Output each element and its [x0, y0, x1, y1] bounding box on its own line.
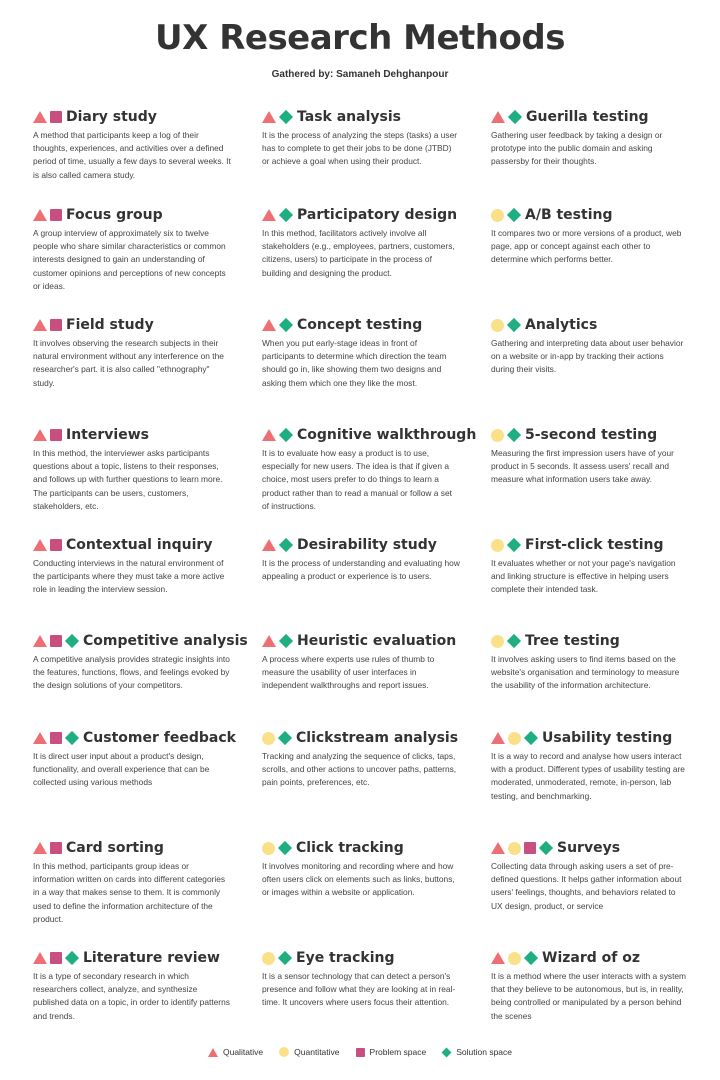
legend-item [208, 1047, 263, 1057]
method-icons [262, 111, 293, 123]
method-title: Participatory design [297, 207, 458, 223]
method-description: A group interview of approximately six to twelve people who share similar characteristics or common interests designed to gain an understanding of customer opinions and perceptions of new concepts or ideas. [33, 228, 226, 291]
method-icons [491, 635, 521, 648]
method-card-header [262, 632, 491, 650]
quantitative-circle-icon [491, 429, 504, 442]
problem-space-square-icon [50, 635, 62, 647]
method-icons [33, 429, 62, 441]
method-description: It is the process of understanding and evaluating how appealing a product or experience is to users. [262, 558, 460, 582]
solution-space-diamond-icon [507, 318, 521, 332]
method-title: Field study [66, 317, 154, 333]
solution-space-diamond-icon [279, 538, 293, 552]
method-title: Tree testing [525, 633, 620, 649]
problem-space-square-icon [50, 952, 62, 964]
method-icons [33, 319, 62, 331]
solution-space-diamond-icon [65, 951, 79, 965]
solution-space-diamond-icon [507, 428, 521, 442]
method-title: Analytics [525, 317, 598, 333]
method-description: In this method, participants group ideas or information written on cards into different categories in a way that makes sense to them. It is commonly used to define the information architecture of the product. [33, 861, 226, 924]
method-card-header [33, 316, 262, 334]
qualitative-triangle-icon [33, 842, 47, 854]
method-card [33, 839, 262, 949]
problem-space-square-icon [50, 842, 62, 854]
problem-space-square-icon [356, 1048, 365, 1057]
qualitative-triangle-icon [33, 635, 47, 647]
method-icons [262, 952, 292, 965]
method-card-header [33, 729, 262, 747]
method-card-header [491, 206, 693, 224]
problem-space-square-icon [50, 111, 62, 123]
method-description: A competitive analysis provides strategic insights into the features, functions, flows, and feelings evoked by the design solutions of your competitors. [33, 654, 230, 691]
legend-label: Solution space [456, 1047, 512, 1057]
legend-item [442, 1047, 512, 1057]
method-icons [491, 111, 522, 123]
qualitative-triangle-icon [491, 952, 505, 964]
quantitative-circle-icon [262, 732, 275, 745]
methods-grid [33, 108, 693, 1049]
legend-item [356, 1047, 427, 1057]
method-card-header [262, 839, 491, 857]
method-description: It is the process of analyzing the steps (tasks) a user has to complete to get their jobs to be done (JTBD) or achieve a goal when using their product. [262, 130, 458, 167]
method-title: Clickstream analysis [296, 730, 459, 746]
method-card-header [491, 426, 693, 444]
method-description: Collecting data through asking users a set of pre-defined questions. It helps gather information about users' feelings, thoughts, and behaviors related to UX design, product, or service [491, 861, 682, 911]
method-card [33, 729, 262, 839]
problem-space-square-icon [50, 429, 62, 441]
method-card [491, 426, 693, 536]
quantitative-circle-icon [491, 209, 504, 222]
qualitative-triangle-icon [262, 111, 276, 123]
qualitative-triangle-icon [33, 209, 47, 221]
solution-space-diamond-icon [507, 208, 521, 222]
method-description: It is a method where the user interacts with a system that they believe to be autonomous, but is, in reality, being controlled or manipulated by a person behind the scenes [491, 971, 687, 1021]
method-card [33, 206, 262, 316]
solution-space-diamond-icon [279, 428, 293, 442]
solution-space-diamond-icon [278, 841, 292, 855]
qualitative-triangle-icon [262, 635, 276, 647]
method-description: Conducting interviews in the natural environment of the participants where they must take a more active role in leading the interview session. [33, 558, 225, 595]
method-icons [33, 732, 79, 744]
method-card-header [491, 108, 693, 126]
method-card [491, 108, 693, 206]
quantitative-circle-icon [508, 952, 521, 965]
qualitative-triangle-icon [491, 842, 505, 854]
problem-space-square-icon [50, 732, 62, 744]
problem-space-square-icon [50, 319, 62, 331]
method-card-header [491, 839, 693, 857]
method-card [262, 729, 491, 839]
solution-space-diamond-icon [278, 951, 292, 965]
method-card [33, 536, 262, 632]
page-title: UX Research Methods [155, 18, 565, 58]
method-description: It is direct user input about a product's design, functionality, and overall experience that can be collected using various methods [33, 751, 210, 788]
qualitative-triangle-icon [208, 1048, 218, 1057]
method-title: Wizard of oz [542, 950, 640, 966]
qualitative-triangle-icon [33, 111, 47, 123]
method-title: Focus group [66, 207, 163, 223]
method-card [262, 839, 491, 949]
quantitative-circle-icon [262, 842, 275, 855]
qualitative-triangle-icon [262, 429, 276, 441]
solution-space-diamond-icon [524, 951, 538, 965]
method-title: Interviews [66, 427, 149, 443]
quantitative-circle-icon [262, 952, 275, 965]
qualitative-triangle-icon [33, 539, 47, 551]
method-card-header [262, 729, 491, 747]
method-card [33, 426, 262, 536]
method-card-header [262, 536, 491, 554]
qualitative-triangle-icon [491, 111, 505, 123]
method-card [262, 316, 491, 426]
method-card-header [33, 108, 262, 126]
method-icons [491, 952, 538, 965]
qualitative-triangle-icon [262, 539, 276, 551]
qualitative-triangle-icon [33, 732, 47, 744]
method-title: Guerilla testing [526, 109, 649, 125]
method-title: Task analysis [297, 109, 401, 125]
method-title: Cognitive walkthrough [297, 427, 477, 443]
method-title: Card sorting [66, 840, 164, 856]
method-icons [33, 539, 62, 551]
method-icons [33, 635, 79, 647]
solution-space-diamond-icon [524, 731, 538, 745]
method-card [33, 949, 262, 1049]
solution-space-diamond-icon [278, 731, 292, 745]
method-title: Click tracking [296, 840, 404, 856]
solution-space-diamond-icon [279, 110, 293, 124]
method-icons [262, 539, 293, 551]
method-title: A/B testing [525, 207, 613, 223]
method-icons [262, 209, 293, 221]
legend-label: Quantitative [294, 1047, 340, 1057]
method-description: In this method, the interviewer asks participants questions about a topic, listens to their responses, and follows up with further questions to learn more. The participants can be users, customers, stakeholders, etc. [33, 448, 223, 511]
method-description: It is a type of secondary research in which researchers collect, analyze, and synthesize published data on a topic, in order to identify patterns and trends. [33, 971, 230, 1021]
method-description: In this method, facilitators actively involve all stakeholders (e.g., employees, partners, customers, citizens, users) to participate in the process of building and designing the product. [262, 228, 455, 278]
method-title: Usability testing [542, 730, 673, 746]
method-description: It evaluates whether or not your page's navigation and linking structure is effective in helping users complete their intended task. [491, 558, 676, 595]
method-title: Heuristic evaluation [297, 633, 457, 649]
method-icons [33, 209, 62, 221]
method-title: Diary study [66, 109, 157, 125]
method-icons [491, 842, 553, 855]
solution-space-diamond-icon [508, 110, 522, 124]
qualitative-triangle-icon [33, 319, 47, 331]
qualitative-triangle-icon [33, 429, 47, 441]
method-card [491, 206, 693, 316]
method-description: It is to evaluate how easy a product is to use, especially for new users. The idea is that if given a choice, most users prefer to do things to learn a product rather than to read a manual or follow a set of instructions. [262, 448, 452, 511]
method-card-header [262, 426, 491, 444]
quantitative-circle-icon [508, 732, 521, 745]
method-icons [33, 842, 62, 854]
method-title: Literature review [83, 950, 220, 966]
method-card-header [491, 729, 693, 747]
method-card [33, 316, 262, 426]
method-description: It involves asking users to find items based on the website's organisation and terminology to measure the usability of the information architecture. [491, 654, 680, 691]
method-card-header [33, 949, 262, 967]
method-title: Eye tracking [296, 950, 395, 966]
qualitative-triangle-icon [491, 732, 505, 744]
method-title: Surveys [557, 840, 621, 856]
method-icons [491, 209, 521, 222]
legend-label: Problem space [369, 1047, 427, 1057]
quantitative-circle-icon [491, 539, 504, 552]
qualitative-triangle-icon [262, 319, 276, 331]
method-description: A process where experts use rules of thumb to measure the usability of user interfaces in independent walkthroughs and report issues. [262, 654, 435, 691]
method-card [491, 316, 693, 426]
method-description: Measuring the first impression users have of your product in 5 seconds. It assess users' recall and measure what information users take away. [491, 448, 674, 485]
method-card-header [491, 632, 693, 650]
method-card [491, 632, 693, 729]
solution-space-diamond-icon [507, 538, 521, 552]
method-card [262, 206, 491, 316]
method-icons [33, 952, 79, 964]
method-description: It involves monitoring and recording where and how often users click on elements such as links, buttons, or images within a website or application. [262, 861, 455, 898]
method-card [262, 536, 491, 632]
solution-space-diamond-icon [507, 634, 521, 648]
page-subtitle: Gathered by: Samaneh Dehghanpour [271, 69, 449, 80]
method-card [491, 536, 693, 632]
method-icons [262, 319, 293, 331]
method-card-header [262, 949, 491, 967]
method-description: It involves observing the research subjects in their natural environment without any interference on the researcher's part. it is also called "ethnography" study. [33, 338, 224, 388]
method-description: It compares two or more versions of a product, web page, app or concept against each other to determine which performs better. [491, 228, 682, 265]
method-icons [33, 111, 62, 123]
solution-space-diamond-icon [279, 208, 293, 222]
method-description: It is a sensor technology that can detect a person's presence and follow what they are looking at in real-time. It uncovers where users focus their attention. [262, 971, 456, 1008]
method-card-header [33, 426, 262, 444]
method-card [33, 632, 262, 729]
method-card [491, 839, 693, 949]
method-card [33, 108, 262, 206]
legend-label: Qualitative [222, 1047, 264, 1057]
quantitative-circle-icon [491, 635, 504, 648]
method-icons [262, 429, 293, 441]
method-card [491, 949, 693, 1049]
method-icons [262, 635, 293, 647]
problem-space-square-icon [50, 539, 62, 551]
method-title: Desirability study [297, 537, 437, 553]
method-card-header [491, 536, 693, 554]
method-title: Contextual inquiry [66, 537, 213, 553]
problem-space-square-icon [50, 209, 62, 221]
method-card [262, 949, 491, 1049]
solution-space-diamond-icon [539, 841, 553, 855]
method-card-header [33, 632, 262, 650]
solution-space-diamond-icon [279, 634, 293, 648]
method-icons [491, 429, 521, 442]
solution-space-diamond-icon [279, 318, 293, 332]
solution-space-diamond-icon [65, 634, 79, 648]
method-card-header [33, 839, 262, 857]
method-title: Customer feedback [83, 730, 236, 746]
method-description: Gathering user feedback by taking a design or prototype into the public domain and asking passersby for their thoughts. [491, 130, 663, 167]
method-description: It is a way to record and analyse how users interact with a product. Different types of usability testing are moderated, unmoderated, remote, in-person, lab testing, and benchmarking. [491, 751, 685, 801]
quantitative-circle-icon [508, 842, 521, 855]
method-icons [491, 539, 521, 552]
method-card [262, 108, 491, 206]
method-card-header [262, 206, 491, 224]
qualitative-triangle-icon [262, 209, 276, 221]
method-icons [491, 732, 538, 745]
method-title: First-click testing [525, 537, 664, 553]
method-card-header [491, 949, 693, 967]
method-description: Gathering and interpreting data about user behavior on a website or in-app by tracking their actions during their visits. [491, 338, 684, 375]
method-icons [491, 319, 521, 332]
legend [0, 1047, 720, 1057]
method-title: Concept testing [297, 317, 423, 333]
method-card-header [262, 108, 491, 126]
method-card-header [491, 316, 693, 334]
method-title: 5-second testing [525, 427, 658, 443]
method-icons [262, 842, 292, 855]
method-card-header [262, 316, 491, 334]
problem-space-square-icon [524, 842, 536, 854]
method-description: Tracking and analyzing the sequence of clicks, taps, scrolls, and other actions to uncover paths, patterns, pain points, preferences, etc. [262, 751, 457, 788]
solution-space-diamond-icon [65, 731, 79, 745]
quantitative-circle-icon [279, 1047, 289, 1057]
method-card [491, 729, 693, 839]
method-card [262, 632, 491, 729]
method-icons [262, 732, 292, 745]
legend-item [279, 1047, 339, 1057]
quantitative-circle-icon [491, 319, 504, 332]
method-card [262, 426, 491, 536]
method-card-header [33, 536, 262, 554]
solution-space-diamond-icon [442, 1047, 452, 1057]
method-card-header [33, 206, 262, 224]
method-title: Competitive analysis [83, 633, 248, 649]
method-description: When you put early-stage ideas in front of participants to determine which direction the team should go in, like showing them two designs and asking them which one they like the most. [262, 338, 447, 388]
qualitative-triangle-icon [33, 952, 47, 964]
method-description: A method that participants keep a log of their thoughts, experiences, and activities over a defined period of time, usually a few days to several weeks. It is also called camera study. [33, 130, 231, 180]
